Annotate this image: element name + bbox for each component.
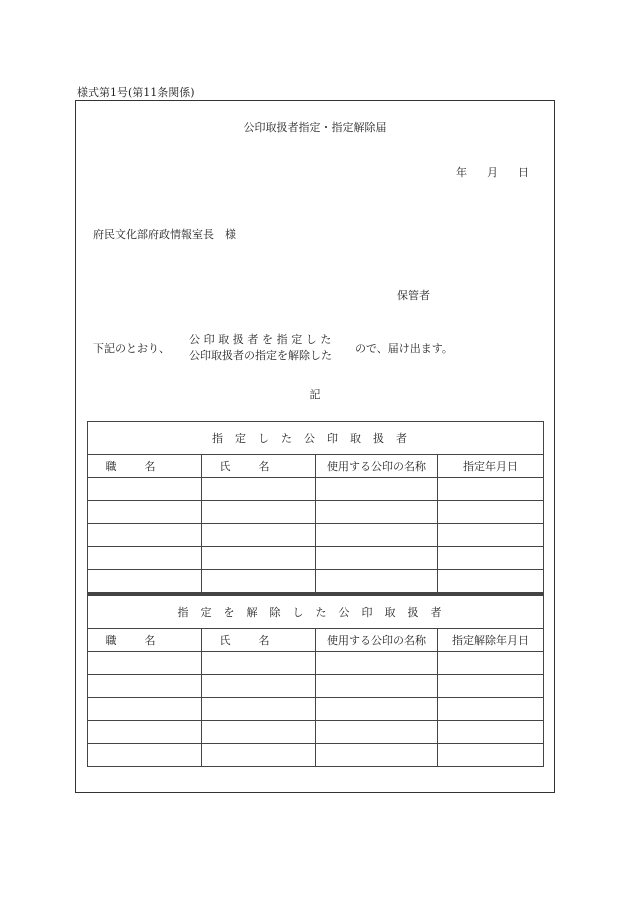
table-row [88, 652, 544, 675]
entry-cell[interactable] [88, 501, 202, 524]
ki-heading: 記 [309, 388, 321, 401]
entry-cell[interactable] [438, 721, 544, 744]
table-row [88, 721, 544, 744]
col-header-position: 職名 [88, 455, 202, 478]
entry-cell[interactable] [88, 478, 202, 501]
entry-cell[interactable] [316, 652, 438, 675]
entry-cell[interactable] [202, 744, 316, 767]
entry-cell[interactable] [316, 547, 438, 570]
col-header-name: 氏名 [202, 455, 316, 478]
notice-suffix: ので、届け出ます。 [355, 342, 453, 355]
table-row [88, 744, 544, 767]
date-day-label: 日 [518, 166, 529, 179]
form-title: 公印取扱者指定・指定解除届 [243, 121, 387, 134]
table-row [88, 570, 544, 594]
entry-cell[interactable] [88, 570, 202, 594]
col-header-position: 職名 [88, 629, 202, 652]
entry-cell[interactable] [202, 524, 316, 547]
entry-cell[interactable] [316, 570, 438, 594]
col-header-designation-date: 指定年月日 [438, 455, 544, 478]
date-month-label: 月 [487, 166, 498, 179]
col-header-seal-name: 使用する公印の名称 [316, 629, 438, 652]
table-row [88, 524, 544, 547]
custodian-label: 保管者 [397, 289, 430, 302]
entry-cell[interactable] [88, 524, 202, 547]
table-row [88, 698, 544, 721]
entry-cell[interactable] [316, 524, 438, 547]
entry-cell[interactable] [316, 501, 438, 524]
form-number-label: 様式第1号(第11条関係) [77, 86, 195, 99]
entry-cell[interactable] [438, 501, 544, 524]
notice-option-designate: 公印取扱者を指定した [189, 333, 335, 346]
entry-cell[interactable] [88, 547, 202, 570]
entry-cell[interactable] [316, 721, 438, 744]
addressee: 府民文化部府政情報室長 様 [93, 228, 236, 241]
cancelled-section-title: 指定を解除した公印取扱者 [88, 595, 544, 629]
entry-cell[interactable] [438, 547, 544, 570]
entry-cell[interactable] [438, 744, 544, 767]
date-line [456, 164, 529, 180]
entry-cell[interactable] [438, 652, 544, 675]
entry-cell[interactable] [202, 721, 316, 744]
designated-handlers-table [87, 421, 544, 594]
entry-cell[interactable] [438, 698, 544, 721]
entry-cell[interactable] [438, 675, 544, 698]
entry-cell[interactable] [202, 478, 316, 501]
entry-cell[interactable] [88, 652, 202, 675]
entry-cell[interactable] [88, 744, 202, 767]
entry-cell[interactable] [438, 524, 544, 547]
cancelled-rows [88, 652, 544, 767]
cancelled-handlers-table [87, 594, 544, 767]
entry-cell[interactable] [438, 478, 544, 501]
entry-cell[interactable] [316, 478, 438, 501]
entry-cell[interactable] [202, 652, 316, 675]
entry-cell[interactable] [316, 744, 438, 767]
table-row [88, 547, 544, 570]
date-year-label: 年 [456, 166, 467, 179]
entry-cell[interactable] [88, 698, 202, 721]
entry-cell[interactable] [88, 721, 202, 744]
designated-rows [88, 478, 544, 594]
table-row [88, 478, 544, 501]
designated-section-title: 指定した公印取扱者 [88, 422, 544, 455]
col-header-name: 氏名 [202, 629, 316, 652]
entry-cell[interactable] [438, 570, 544, 594]
entry-cell[interactable] [316, 675, 438, 698]
entry-cell[interactable] [316, 698, 438, 721]
table-row [88, 675, 544, 698]
table-row [88, 501, 544, 524]
notice-prefix: 下記のとおり、 [93, 342, 170, 355]
col-header-seal-name: 使用する公印の名称 [316, 455, 438, 478]
col-header-cancellation-date: 指定解除年月日 [438, 629, 544, 652]
entry-cell[interactable] [202, 547, 316, 570]
entry-cell[interactable] [202, 675, 316, 698]
entry-cell[interactable] [202, 570, 316, 594]
notice-option-cancel: 公印取扱者の指定を解除した [189, 349, 332, 362]
entry-cell[interactable] [202, 698, 316, 721]
entry-cell[interactable] [88, 675, 202, 698]
entry-cell[interactable] [202, 501, 316, 524]
